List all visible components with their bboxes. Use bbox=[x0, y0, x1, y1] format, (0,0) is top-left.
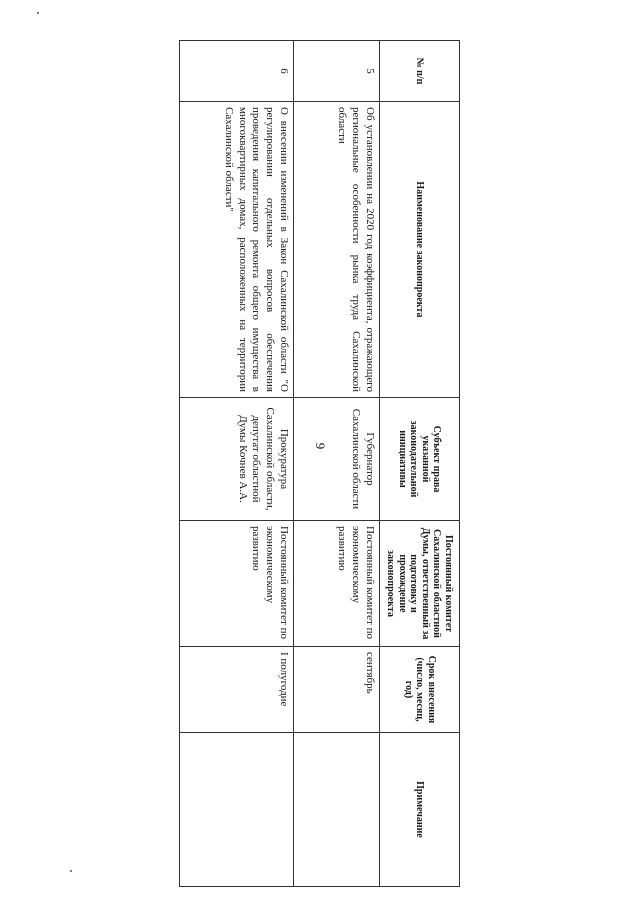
legislative-plan-table bbox=[179, 40, 460, 887]
header-committee: Постоянный комитет Сахалинской областной Думы, ответственный за подготовку и прохождение законопроекта bbox=[380, 521, 460, 647]
row-committee: Постоянный комитет по экономическому развитию bbox=[180, 521, 294, 647]
header-note: Примечание bbox=[380, 733, 460, 887]
table-row bbox=[180, 41, 294, 887]
row-note bbox=[180, 733, 294, 887]
row-committee: Постоянный комитет по экономическому развитию bbox=[294, 521, 380, 647]
row-num: 5 bbox=[294, 41, 380, 102]
header-name: Наименование законопроекта bbox=[380, 102, 460, 398]
table-row bbox=[294, 41, 380, 887]
scan-speck bbox=[70, 870, 72, 872]
row-date: сентябрь bbox=[294, 647, 380, 733]
row-subject: Прокуратура Сахалинской области, депутат областной Думы Кочнев А.А. bbox=[180, 398, 294, 521]
row-date: I полугодие bbox=[180, 647, 294, 733]
row-name: Об установлении на 2020 год коэффициента, отражающего региональные особенности рынка труда Сахалинской области bbox=[294, 102, 380, 398]
header-subject: Субъект права указанной законодательной инициативы bbox=[380, 398, 460, 521]
header-num: № п/п bbox=[380, 41, 460, 102]
table-sheet bbox=[180, 40, 460, 838]
row-note bbox=[294, 733, 380, 887]
row-name: О внесении изменений в Закон Сахалинской области "О регулировании отдельных вопросов обеспечения проведения капитального ремонта общего имущества в многоквартирных домах, расположенных на территории Сахалинской области" bbox=[180, 102, 294, 398]
page-number: 9 bbox=[313, 442, 328, 450]
table-header-row bbox=[380, 41, 460, 887]
row-subject: Губернатор Сахалинской области bbox=[294, 398, 380, 521]
scan-speck bbox=[37, 12, 39, 14]
header-date: Срок внесения (число, месяц, год) bbox=[380, 647, 460, 733]
row-num: 6 bbox=[180, 41, 294, 102]
